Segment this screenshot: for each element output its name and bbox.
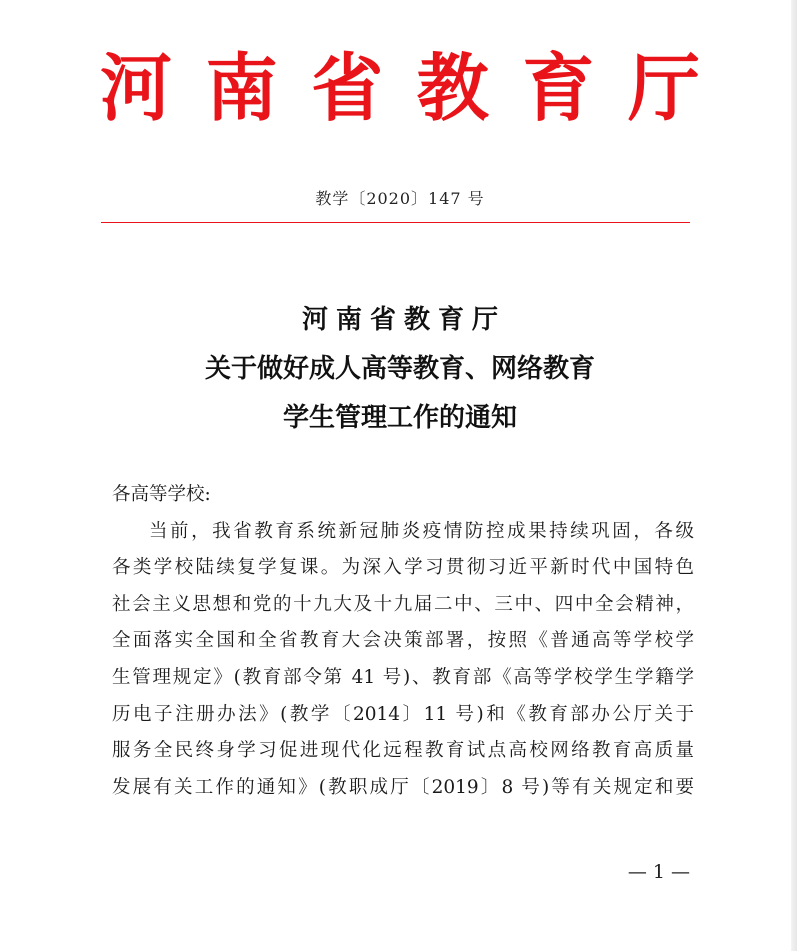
body-line: 发展有关工作的通知》(教职成厅〔2019〕8 号)等有关规定和要 [112,776,694,798]
body-line: 历电子注册办法》(教学〔2014〕11 号)和《教育部办公厅关于 [112,703,694,725]
body-line: 各类学校陆续复学复课。为深入学习贯彻习近平新时代中国特色 [112,557,694,579]
salutation: 各高等学校: [112,484,211,505]
page-edge-shadow [791,0,797,951]
masthead-char: 河 [100,44,173,131]
body-line: 生管理规定》(教育部令第 41 号)、教育部《高等学校学生学籍学 [112,666,694,688]
title-line-issuer: 河南省教育厅 [301,305,506,335]
body-line: 服务全民终身学习促进现代化远程教育试点高校网络教育高质量 [112,740,694,762]
title-line-notice: 学生管理工作的通知 [282,403,517,433]
masthead-char: 育 [522,44,595,131]
document-body [112,477,694,806]
masthead-char: 省 [311,44,384,131]
body-line: 当前，我省教育系统新冠肺炎疫情防控成果持续巩固，各级 [149,520,694,542]
red-divider-line [101,222,690,223]
document-number: 教学〔2020〕147 号 [315,189,485,208]
page-number: — 1 — [627,861,690,883]
masthead-char: 厅 [627,44,700,131]
title-line-subject: 关于做好成人高等教育、网络教育 [204,354,595,384]
document-title [100,296,700,443]
body-line: 全面落实全国和全省教育大会决策部署，按照《普通高等学校学 [112,630,694,652]
masthead-char: 南 [205,44,278,131]
issuer-masthead [100,38,700,138]
body-line: 社会主义思想和党的十九大及十九届二中、三中、四中全会精神， [112,593,694,615]
masthead-char: 教 [416,44,489,131]
